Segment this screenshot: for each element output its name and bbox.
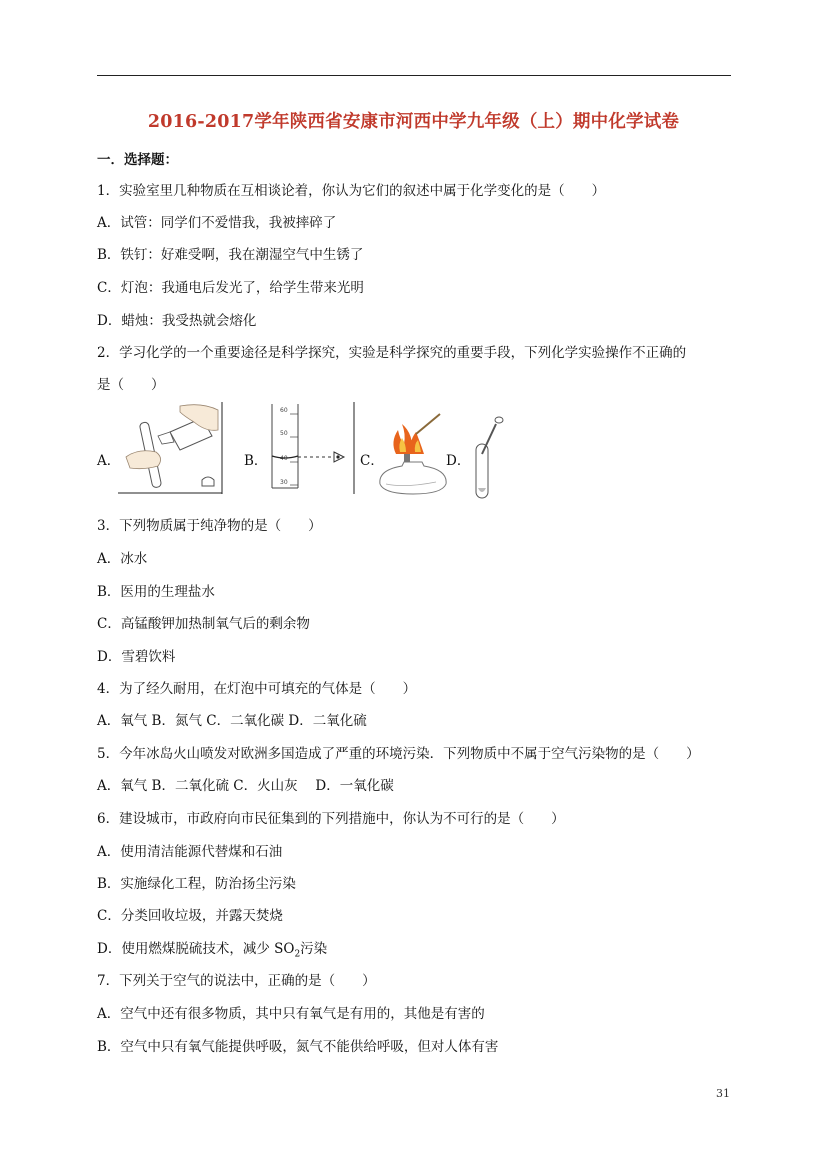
q4-stem: 4．为了经久耐用，在灯泡中可填充的气体是（ ） [97,681,417,697]
q2-option-d-label: D． [446,453,471,469]
q4-options: A．氧气 B．氮气 C．二氧化碳 D．二氧化硫 [97,713,367,729]
q1-option-a: A．试管：同学们不爱惜我，我被摔碎了 [97,215,337,231]
q2-option-b-label: B． [244,453,268,469]
q6-option-c: C．分类回收垃圾，并露天焚烧 [97,908,283,924]
q7-option-a: A．空气中还有很多物质，其中只有氧气是有用的，其他是有害的 [97,1006,485,1022]
q6-stem: 6．建设城市，市政府向市民征集到的下列措施中，你认为不可行的是（ ） [97,811,565,827]
q1-stem: 1．实验室里几种物质在互相谈论着，你认为它们的叙述中属于化学变化的是（ ） [97,183,606,199]
q3-option-c: C．高锰酸钾加热制氧气后的剩余物 [97,616,310,632]
q1-option-c: C．灯泡：我通电后发光了，给学生带来光明 [97,280,364,296]
q2-option-a-label: A． [97,453,121,469]
q6-option-d-text: D．使用燃煤脱硫技术，减少 SO [97,941,295,957]
section-heading: 一．选择题： [97,152,178,168]
q6-option-d-subscript: 2 [294,949,301,960]
q6-option-a: A．使用清洁能源代替煤和石油 [97,844,283,860]
q7-option-b: B．空气中只有氧气能提供呼吸，氮气不能供给呼吸，但对人体有害 [97,1039,499,1055]
page-title: 2016-2017学年陕西省安康市河西中学九年级（上）期中化学试卷 [147,112,680,132]
q3-stem: 3．下列物质属于纯净物的是（ ） [97,518,322,534]
q2-figure-reading-cylinder [266,402,358,494]
tick-label-50: 50 [280,430,288,437]
q1-option-d: D．蜡烛：我受热就会熔化 [97,313,257,329]
q5-stem: 5．今年冰岛火山喷发对欧洲多国造成了严重的环境污染．下列物质中不属于空气污染物的是（ ） [97,746,700,762]
tick-label-40: 40 [280,455,288,462]
q6-option-d [97,939,327,965]
tick-label-60: 60 [280,407,288,414]
tick-label-30: 30 [280,479,288,486]
q3-option-b: B．医用的生理盐水 [97,584,215,600]
q3-option-a: A．冰水 [97,551,148,567]
q5-options: A．氧气 B．二氧化硫 C．火山灰 D．一氧化碳 [97,778,394,794]
q7-stem: 7．下列关于空气的说法中，正确的是（ ） [97,973,376,989]
q3-option-d: D．雪碧饮料 [97,649,176,665]
q1-option-b: B．铁钉：好难受啊，我在潮湿空气中生锈了 [97,247,364,263]
q6-option-b: B．实施绿化工程，防治扬尘污染 [97,876,296,892]
q2-stem-line2: 是（ ） [97,377,165,393]
q2-stem-line1: 2．学习化学的一个重要途径是科学探究，实验是科学探究的重要手段，下列化学实验操作不正确的 [97,345,687,361]
page-number: 31 [716,1087,730,1100]
header-rule [97,75,731,76]
q2-figure-dropper-tube [470,416,510,500]
q2-figure-pouring-liquid [118,402,226,494]
q6-option-d-suffix: 污染 [300,941,328,957]
q2-option-c-label: C． [360,453,384,469]
q2-figure-alcohol-lamp [376,404,448,496]
